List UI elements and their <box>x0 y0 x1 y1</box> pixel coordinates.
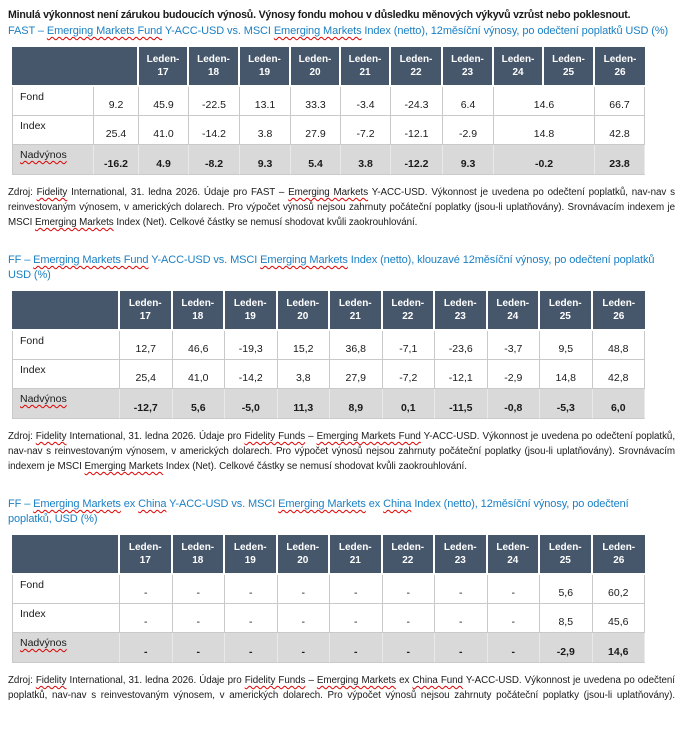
column-header: Leden- 26 <box>595 47 645 87</box>
value-cell: 27,9 <box>330 360 383 389</box>
value-cell: -12,7 <box>120 389 173 419</box>
misspelled-text: Emerging Markets <box>288 187 369 198</box>
text-segment: Index (Net). Celkové částky se nemusí shodovat kvůli zaokrouhlování. <box>163 461 467 472</box>
section-title-ff-ex-china <box>8 497 675 527</box>
value-cell: - <box>330 633 383 663</box>
table-row <box>12 389 645 419</box>
column-header: Leden- 19 <box>225 291 278 331</box>
text-segment: International, 31. ledna 2026. Údaje pro FAST – <box>67 187 289 198</box>
value-cell: -12,1 <box>435 360 488 389</box>
value-cell: 6,0 <box>593 389 646 419</box>
column-header: Leden- 18 <box>173 291 226 331</box>
section-title-ff-em <box>8 253 675 283</box>
column-header: Leden- 18 <box>173 535 226 575</box>
text-segment: Zdroj: <box>8 187 37 198</box>
text-segment: Y-ACC-USD. Výkonnost je uvedena po odečtení poplatků, nav-nav s reinvestovaným výnosem, v amerických dolarech. Pro výpočet výnosů nejsou zahrnuty počáteční poplatky (jsou-li uplatňovány). Srovnávacím indexem je MSCI <box>8 431 675 472</box>
value-cell: -2.9 <box>443 116 494 145</box>
column-header: Leden- 26 <box>593 291 646 331</box>
row-label <box>12 389 120 419</box>
value-cell: 12,7 <box>120 331 173 360</box>
section-ff-emerging-markets <box>8 253 675 474</box>
value-cell: - <box>120 633 173 663</box>
misspelled-text: Emerging Markets Fund <box>46 25 163 37</box>
ff-ex-china-performance-table-container <box>12 535 675 663</box>
value-cell: 9.3 <box>240 145 291 175</box>
performance-table <box>12 47 645 175</box>
table-corner-cell <box>12 47 139 87</box>
text-segment: Index <box>20 120 46 132</box>
column-header: Leden- 20 <box>291 47 341 87</box>
value-cell: 42.8 <box>595 116 645 145</box>
value-cell: -3,7 <box>488 331 541 360</box>
table-header-row <box>12 291 645 331</box>
value-cell: 23.8 <box>595 145 645 175</box>
table-row <box>12 604 645 633</box>
value-cell: - <box>330 604 383 633</box>
value-cell: 3,8 <box>278 360 331 389</box>
section-ff-ex-china <box>8 497 675 703</box>
text-segment: ex <box>365 498 384 510</box>
value-cell: 25,4 <box>120 360 173 389</box>
misspelled-text: Fidelity Funds <box>244 431 306 442</box>
value-cell: 25.4 <box>94 116 139 145</box>
text-segment: ex <box>396 675 413 686</box>
text-segment: Index (netto), 12měsíční výnosy, po odečtení poplatků, USD (%) <box>8 498 629 525</box>
value-cell: 9.3 <box>443 145 494 175</box>
value-cell: 14,8 <box>540 360 593 389</box>
misspelled-text: Fidelity <box>35 431 67 442</box>
misspelled-text: Emerging Markets <box>260 254 348 266</box>
column-header: Leden- 22 <box>391 47 443 87</box>
value-cell: 8,5 <box>540 604 593 633</box>
column-header: Leden- 21 <box>330 291 383 331</box>
column-header: Leden- 23 <box>435 535 488 575</box>
misspelled-text: Emerging Markets Fund <box>316 431 421 442</box>
text-segment: Y-ACC-USD. Výkonnost je uvedena po odečtení poplatků, nav-nav s reinvestovaným výnosem, v amerických dolarech. Pro výpočet výnosů nejsou zahrnuty počáteční poplatky (jsou-li uplatňovány). Srovnávacím indexem je MSCI <box>8 187 675 228</box>
row-label <box>12 575 120 604</box>
table-row <box>12 633 645 663</box>
text-segment: Y-ACC-USD vs. MSCI <box>162 25 274 37</box>
value-cell: -14.2 <box>189 116 240 145</box>
text-segment: – <box>305 675 317 686</box>
misspelled-text: Emerging Markets <box>33 498 121 510</box>
value-cell: -8.2 <box>189 145 240 175</box>
text-segment: Zdroj: <box>8 431 36 442</box>
value-cell: 14,6 <box>593 633 646 663</box>
text-segment: International, 31. ledna 2026. Údaje pro <box>66 675 245 686</box>
misspelled-text: Emerging Markets <box>34 217 114 228</box>
text-segment: Fond <box>20 335 44 347</box>
value-cell: 14.6 <box>494 87 595 116</box>
value-cell: 33.3 <box>291 87 341 116</box>
text-segment: Index <box>20 364 46 376</box>
text-segment: Zdroj: <box>8 675 36 686</box>
table-corner-cell <box>12 291 120 331</box>
column-header: Leden- 23 <box>443 47 494 87</box>
text-segment: Index (netto), 12měsíční výnosy, po odečtení poplatků USD (%) <box>361 25 669 37</box>
row-label <box>12 633 120 663</box>
value-cell: - <box>225 575 278 604</box>
value-cell: 46,6 <box>173 331 226 360</box>
value-cell: 9,5 <box>540 331 593 360</box>
table-corner-cell <box>12 535 120 575</box>
value-cell: -3.4 <box>341 87 391 116</box>
value-cell: - <box>435 575 488 604</box>
value-cell: - <box>120 575 173 604</box>
past-performance-warning: Minulá výkonnost není zárukou budoucích výnosů. Výnosy fondu mohou v důsledku měnových výkyvů vzrůst nebo poklesnout. <box>8 9 631 21</box>
column-header: Leden- 26 <box>593 535 646 575</box>
column-header: Leden- 24 <box>488 291 541 331</box>
value-cell: - <box>488 604 541 633</box>
misspelled-text: Emerging Markets <box>278 498 366 510</box>
column-header: Leden- 22 <box>383 291 436 331</box>
column-header: Leden- 25 <box>540 535 593 575</box>
value-cell: - <box>488 633 541 663</box>
value-cell: - <box>383 575 436 604</box>
value-cell: 45,6 <box>593 604 646 633</box>
value-cell: 45.9 <box>139 87 189 116</box>
value-cell: -12.2 <box>391 145 443 175</box>
table-row <box>12 360 645 389</box>
column-header: Leden- 17 <box>120 535 173 575</box>
value-cell: - <box>173 575 226 604</box>
value-cell: - <box>278 633 331 663</box>
value-cell: -5,0 <box>225 389 278 419</box>
value-cell: - <box>225 633 278 663</box>
column-header: Leden- 25 <box>544 47 595 87</box>
misspelled-text: Emerging Markets <box>84 461 164 472</box>
column-header: Leden- 21 <box>341 47 391 87</box>
value-cell: 5,6 <box>540 575 593 604</box>
text-segment: FF – <box>8 498 34 510</box>
value-cell: 11,3 <box>278 389 331 419</box>
misspelled-text: Emerging Markets Fund <box>33 254 149 266</box>
value-cell: 15,2 <box>278 331 331 360</box>
misspelled-text: China <box>138 498 167 510</box>
table-header-row <box>12 47 645 87</box>
fast-performance-table-container <box>12 47 675 175</box>
value-cell: 36,8 <box>330 331 383 360</box>
table-row <box>12 145 645 175</box>
column-header: Leden- 19 <box>240 47 291 87</box>
value-cell: 14.8 <box>494 116 595 145</box>
value-cell: - <box>435 604 488 633</box>
value-cell: - <box>488 575 541 604</box>
value-cell: - <box>173 633 226 663</box>
value-cell: 9.2 <box>94 87 139 116</box>
text-segment: Y-ACC-USD. Výkonnost je uvedena po odečtení poplatků, nav-nav s reinvestovaným výnosem, v amerických dolarech. Pro výpočet výnosů nejsou zahrnuty počáteční poplatky (jsou-li uplatňovány). <box>8 675 675 701</box>
value-cell: - <box>120 604 173 633</box>
value-cell: -16.2 <box>94 145 139 175</box>
value-cell: -12.1 <box>391 116 443 145</box>
column-header: Leden- 17 <box>139 47 189 87</box>
value-cell: -7,1 <box>383 331 436 360</box>
text-segment: Y-ACC-USD vs. MSCI <box>148 254 261 266</box>
misspelled-text: Fidelity <box>36 187 68 198</box>
value-cell: -2,9 <box>488 360 541 389</box>
column-header: Leden- 20 <box>278 291 331 331</box>
text-segment: Fond <box>20 91 44 103</box>
value-cell: - <box>383 633 436 663</box>
text-segment: Index <box>20 608 46 620</box>
column-header: Leden- 20 <box>278 535 331 575</box>
value-cell: - <box>278 604 331 633</box>
column-header: Leden- 22 <box>383 535 436 575</box>
performance-table <box>12 291 645 419</box>
value-cell: -2,9 <box>540 633 593 663</box>
misspelled-text: China <box>383 498 412 510</box>
misspelled-text: Fidelity <box>35 675 67 686</box>
section-title-fast <box>8 24 675 39</box>
value-cell: -0,8 <box>488 389 541 419</box>
value-cell: - <box>225 604 278 633</box>
row-label <box>12 360 120 389</box>
value-cell: -24.3 <box>391 87 443 116</box>
source-note-ff-em <box>8 429 675 474</box>
misspelled-text: China Fund <box>412 675 463 686</box>
text-segment: Y-ACC-USD vs. MSCI <box>166 498 279 510</box>
column-header: Leden- 24 <box>488 535 541 575</box>
text-segment: – <box>305 431 317 442</box>
value-cell: -7,2 <box>383 360 436 389</box>
value-cell: -7.2 <box>341 116 391 145</box>
misspelled-text: Emerging Markets <box>273 25 362 37</box>
value-cell: -22.5 <box>189 87 240 116</box>
value-cell: - <box>330 575 383 604</box>
value-cell: -14,2 <box>225 360 278 389</box>
source-note-ff-ex-china <box>8 673 675 703</box>
table-row <box>12 116 645 145</box>
value-cell: 3.8 <box>240 116 291 145</box>
performance-table <box>12 535 645 663</box>
value-cell: 8,9 <box>330 389 383 419</box>
value-cell: -11,5 <box>435 389 488 419</box>
value-cell: - <box>278 575 331 604</box>
misspelled-text: Emerging Markets <box>316 675 397 686</box>
value-cell: - <box>173 604 226 633</box>
column-header: Leden- 21 <box>330 535 383 575</box>
source-note-fast <box>8 185 675 230</box>
text-segment: Fond <box>20 579 44 591</box>
table-row <box>12 575 645 604</box>
text-segment: FF – <box>8 254 34 266</box>
column-header: Leden- 18 <box>189 47 240 87</box>
value-cell: 48,8 <box>593 331 646 360</box>
column-header: Leden- 23 <box>435 291 488 331</box>
value-cell: -23,6 <box>435 331 488 360</box>
column-header: Leden- 25 <box>540 291 593 331</box>
value-cell: 41,0 <box>173 360 226 389</box>
misspelled-text: Fidelity Funds <box>244 675 306 686</box>
table-row <box>12 87 645 116</box>
table-header-row <box>12 535 645 575</box>
misspelled-text: Nadvýnos <box>20 149 67 161</box>
value-cell: 0,1 <box>383 389 436 419</box>
row-label <box>12 87 94 116</box>
value-cell: -5,3 <box>540 389 593 419</box>
value-cell: -0.2 <box>494 145 595 175</box>
value-cell: - <box>435 633 488 663</box>
value-cell: 42,8 <box>593 360 646 389</box>
misspelled-text: Nadvýnos <box>20 637 67 649</box>
text-segment: ex <box>120 498 139 510</box>
value-cell: 6.4 <box>443 87 494 116</box>
value-cell: 13.1 <box>240 87 291 116</box>
section-fast <box>8 24 675 230</box>
value-cell: 4.9 <box>139 145 189 175</box>
text-segment: Index (Net). Celkové částky se nemusí shodovat kvůli zaokrouhlování. <box>113 217 418 228</box>
value-cell: 3.8 <box>341 145 391 175</box>
value-cell: - <box>383 604 436 633</box>
row-label <box>12 116 94 145</box>
ff-em-performance-table-container <box>12 291 675 419</box>
value-cell: 41.0 <box>139 116 189 145</box>
row-label <box>12 331 120 360</box>
value-cell: 5,6 <box>173 389 226 419</box>
row-label <box>12 145 94 175</box>
column-header: Leden- 24 <box>494 47 544 87</box>
value-cell: 66.7 <box>595 87 645 116</box>
value-cell: 5.4 <box>291 145 341 175</box>
column-header: Leden- 19 <box>225 535 278 575</box>
value-cell: 60,2 <box>593 575 646 604</box>
text-segment: International, 31. ledna 2026. Údaje pro <box>66 431 245 442</box>
value-cell: 27.9 <box>291 116 341 145</box>
text-segment: Index (netto), klouzavé 12měsíční výnosy, po odečtení poplatků USD (%) <box>8 254 655 281</box>
table-row <box>12 331 645 360</box>
row-label <box>12 604 120 633</box>
column-header: Leden- 17 <box>120 291 173 331</box>
text-segment: FAST – <box>8 25 47 37</box>
value-cell: -19,3 <box>225 331 278 360</box>
misspelled-text: Nadvýnos <box>20 393 67 405</box>
